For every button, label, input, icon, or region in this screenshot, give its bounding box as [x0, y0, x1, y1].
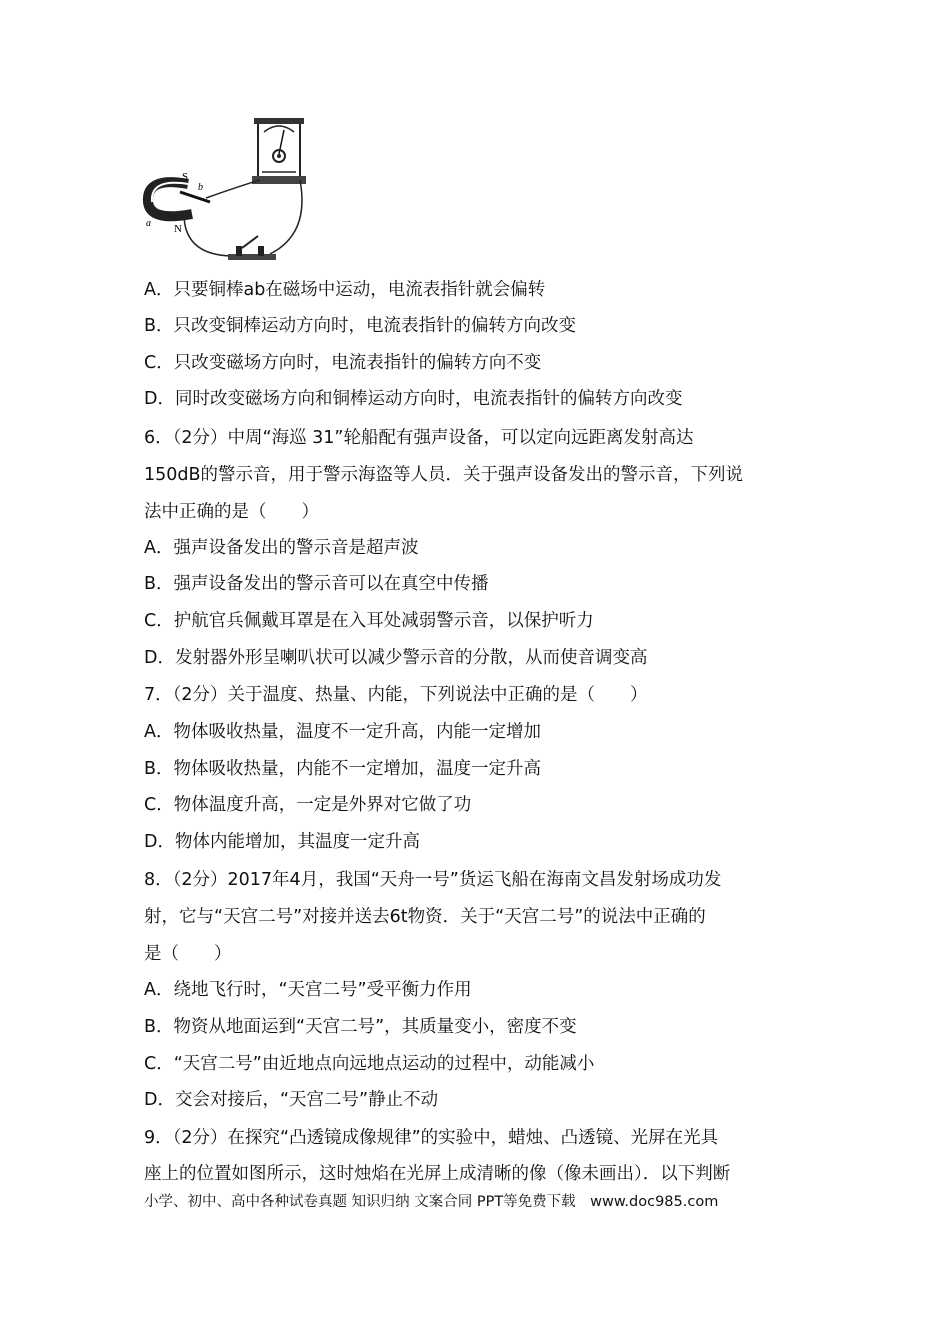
q6-option-d: D．发射器外形呈喇叭状可以减少警示音的分散，从而使音调变高 — [144, 648, 648, 668]
q8-option-a: A．绕地飞行时，“天宫二号”受平衡力作用 — [144, 980, 472, 1000]
q8-stem-line-1: 8．（2分）2017年4月，我国“天舟一号”货运飞船在海南文昌发射场成功发 — [144, 870, 722, 890]
q7-option-c: C．物体温度升高，一定是外界对它做了功 — [144, 795, 472, 815]
q5-option-b: B．只改变铜棒运动方向时，电流表指针的偏转方向改变 — [144, 316, 577, 336]
q5-option-d: D．同时改变磁场方向和铜棒运动方向时，电流表指针的偏转方向改变 — [144, 389, 683, 409]
q8-stem-line-3: 是（ ） — [144, 944, 232, 964]
q8-stem-line-2: 射，它与“天宫二号”对接并送去6t物资．关于“天宫二号”的说法中正确的 — [144, 907, 706, 927]
q6-option-b: B．强声设备发出的警示音可以在真空中传播 — [144, 574, 489, 594]
q8-option-c: C．“天宫二号”由近地点向远地点运动的过程中，动能减小 — [144, 1054, 595, 1074]
q5-option-a: A．只要铜棒ab在磁场中运动，电流表指针就会偏转 — [144, 280, 546, 300]
switch — [228, 236, 276, 260]
q5-option-c: C．只改变磁场方向时，电流表指针的偏转方向不变 — [144, 353, 542, 373]
q7-stem-line-1: 7．（2分）关于温度、热量、内能，下列说法中正确的是（ ） — [144, 685, 648, 705]
label-b: b — [198, 182, 203, 193]
q6-stem-line-3: 法中正确的是（ ） — [144, 502, 319, 522]
q7-option-d: D．物体内能增加，其温度一定升高 — [144, 832, 420, 852]
q8-option-b: B．物资从地面运到“天宫二号”，其质量变小，密度不变 — [144, 1017, 577, 1037]
q6-option-a: A．强声设备发出的警示音是超声波 — [144, 538, 419, 558]
induction-apparatus-figure — [140, 114, 330, 264]
q6-stem-line-2: 150dB的警示音，用于警示海盗等人员．关于强声设备发出的警示音，下列说 — [144, 465, 744, 485]
galvanometer — [252, 118, 306, 184]
q9-stem-line-1: 9．（2分）在探究“凸透镜成像规律”的实验中，蜡烛、凸透镜、光屏在光具 — [144, 1128, 719, 1148]
page-footer: 小学、初中、高中各种试卷真题 知识归纳 文案合同 PPT等免费下载 www.doc985.com — [144, 1194, 719, 1210]
label-a: a — [146, 218, 151, 229]
q7-option-a: A．物体吸收热量，温度不一定升高，内能一定增加 — [144, 722, 541, 742]
q6-option-c: C．护航官兵佩戴耳罩是在入耳处减弱警示音，以保护听力 — [144, 611, 594, 631]
q8-option-d: D．交会对接后，“天宫二号”静止不动 — [144, 1090, 439, 1110]
q9-stem-line-2: 座上的位置如图所示，这时烛焰在光屏上成清晰的像（像未画出）．以下判断 — [144, 1164, 731, 1184]
label-n: N — [174, 223, 182, 235]
label-s: S — [182, 171, 189, 183]
q7-option-b: B．物体吸收热量，内能不一定增加，温度一定升高 — [144, 759, 542, 779]
q6-stem-line-1: 6．（2分）中周“海巡 31”轮船配有强声设备，可以定向远距离发射高达 — [144, 428, 694, 448]
apparatus-drawing — [140, 114, 330, 264]
